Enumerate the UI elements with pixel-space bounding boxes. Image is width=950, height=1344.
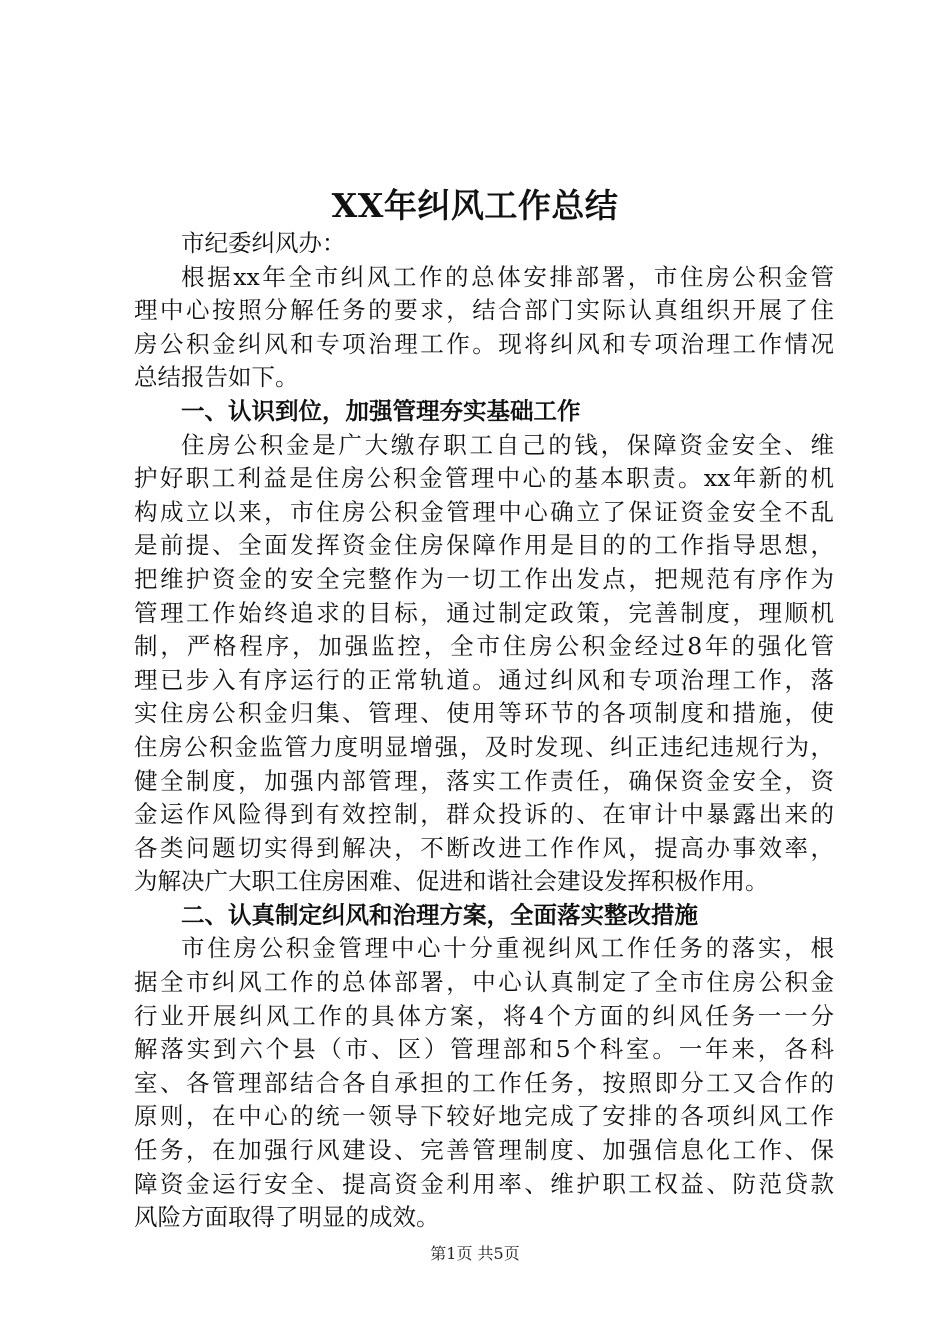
- paragraph-line: 据全市纠风工作的总体部署，中心认真制定了全市住房公积金: [134, 968, 834, 997]
- paragraph-line: 任务，在加强行风建设、完善管理制度、加强信息化工作、保: [134, 1136, 834, 1165]
- paragraph-line: 管理工作始终追求的目标，通过制定政策，完善制度，理顺机: [134, 598, 834, 627]
- paragraph-line: 市纪委纠风办：: [181, 229, 346, 257]
- paragraph-line: 各类问题切实得到解决，不断改进工作作风，提高办事效率，: [134, 833, 834, 862]
- paragraph-line: 市住房公积金管理中心十分重视纠风工作任务的落实，根: [181, 934, 834, 963]
- paragraph-line: 理已步入有序运行的正常轨道。通过纠风和专项治理工作，落: [134, 665, 834, 694]
- paragraph-line: 制，严格程序，加强监控，全市住房公积金经过8年的强化管: [134, 632, 834, 661]
- paragraph-line: 护好职工利益是住房公积金管理中心的基本职责。xx年新的机: [134, 464, 834, 493]
- paragraph-line: 构成立以来，市住房公积金管理中心确立了保证资金安全不乱: [134, 497, 834, 526]
- paragraph-line: 是前提、全面发挥资金住房保障作用是目的的工作指导思想，: [134, 531, 834, 560]
- paragraph-line: 原则，在中心的统一领导下较好地完成了安排的各项纠风工作: [134, 1102, 834, 1131]
- paragraph-line: 总结报告如下。: [134, 363, 299, 392]
- document-body: [134, 227, 834, 1235]
- paragraph-line: 房公积金纠风和专项治理工作。现将纠风和专项治理工作情况: [134, 329, 834, 358]
- section-heading: 一、认识到位，加强管理夯实基础工作: [181, 396, 581, 425]
- paragraph-line: 住房公积金是广大缴存职工自己的钱，保障资金安全、维: [181, 430, 834, 459]
- paragraph-line: 室、各管理部结合各自承担的工作任务，按照即分工又合作的: [134, 1068, 834, 1097]
- paragraph-line: 解落实到六个县（市、区）管理部和5个科室。一年来，各科: [134, 1035, 834, 1064]
- paragraph-line: 理中心按照分解任务的要求，结合部门实际认真组织开展了住: [134, 296, 834, 325]
- section-heading: 二、认真制定纠风和治理方案，全面落实整改措施: [181, 900, 698, 929]
- paragraph-line: 实住房公积金归集、管理、使用等环节的各项制度和措施，使: [134, 699, 834, 728]
- document-title: XX年纠风工作总结: [331, 186, 619, 225]
- paragraph-line: 障资金运行安全、提高资金利用率、维护职工权益、防范贷款: [134, 1169, 834, 1198]
- paragraph-line: 风险方面取得了明显的成效。: [134, 1203, 440, 1232]
- paragraph-line: 住房公积金监管力度明显增强，及时发现、纠正违纪违规行为，: [134, 732, 834, 761]
- paragraph-line: 把维护资金的安全完整作为一切工作出发点，把规范有序作为: [134, 564, 834, 593]
- paragraph-line: 健全制度，加强内部管理，落实工作责任，确保资金安全，资: [134, 766, 834, 795]
- paragraph-line: 行业开展纠风工作的具体方案，将4个方面的纠风任务一一分: [134, 1001, 834, 1030]
- paragraph-line: 根据xx年全市纠风工作的总体安排部署，市住房公积金管: [181, 262, 834, 291]
- paragraph-line: 金运作风险得到有效控制，群众投诉的、在审计中暴露出来的: [134, 800, 834, 829]
- page-footer: 第1页 共5页: [430, 1244, 520, 1263]
- paragraph-line: 为解决广大职工住房困难、促进和谐社会建设发挥积极作用。: [134, 867, 769, 896]
